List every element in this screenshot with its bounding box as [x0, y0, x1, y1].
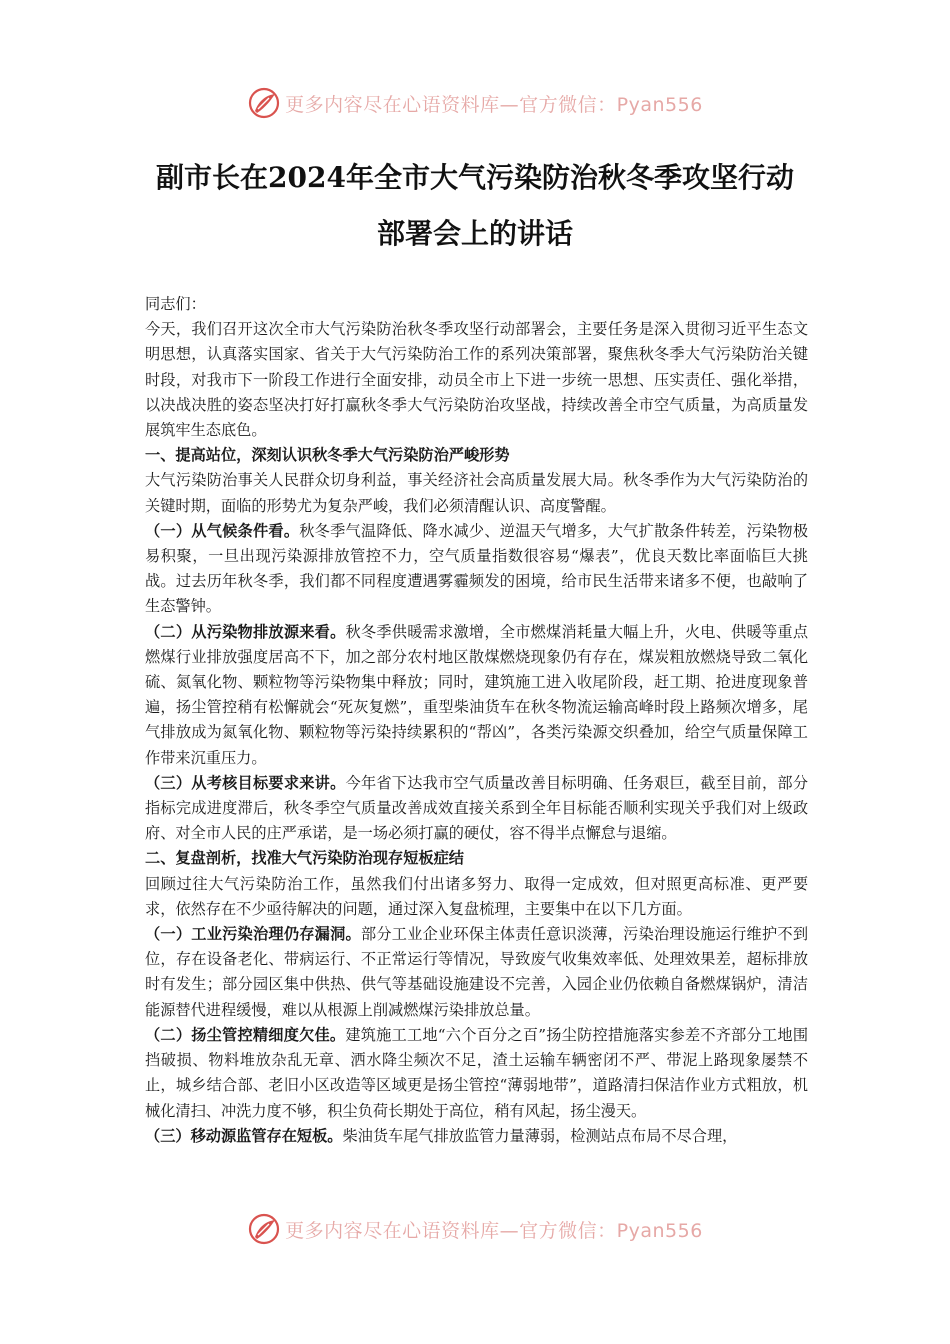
- section-2-item-2: [145, 1023, 808, 1124]
- item-lead: （二）从污染物排放源来看。: [145, 622, 346, 641]
- item-text: 秋冬季供暖需求激增，全市燃煤消耗量大幅上升，火电、供暖等重点燃煤行业排放强度居高不下，加之部分农村地区散煤燃烧现象仍有存在，煤炭粗放燃烧导致二氧化硫、氮氧化物、颗粒物等污染物集中释放；同时，建筑施工进入收尾阶段，赶工期、抢进度现象普遍，扬尘管控稍有松懈就会“死灰复燃”，重型柴油货车在秋冬物流运输高峰时段上路频次增多，尾气排放成为氮氧化物、颗粒物等污染持续累积的“帮凶”，各类污染源交织叠加，给空气质量保障工作带来沉重压力。: [145, 622, 809, 767]
- document-body: [145, 292, 808, 1149]
- salutation: 同志们：: [145, 295, 206, 313]
- watermark-banner-top: [0, 81, 950, 125]
- item-lead: （二）扬尘管控精细度欠佳。: [145, 1025, 346, 1044]
- item-text: 建筑施工工地“六个百分之百”扬尘防控措施落实参差不齐部分工地围挡破损、物料堆放杂乱无章、洒水降尘频次不足，渣土运输车辆密闭不严、带泥上路现象屡禁不止，城乡结合部、老旧小区改造等区域更是扬尘管控“薄弱地带”，道路清扫保洁作业方式粗放，机械化清扫、冲洗力度不够，积尘负荷长期处于高位，稍有风起，扬尘漫天。: [145, 1025, 809, 1120]
- item-lead: （三）从考核目标要求来讲。: [145, 773, 346, 792]
- item-text: 秋冬季气温降低、降水减少、逆温天气增多，大气扩散条件转差，污染物极易积聚，一旦出现污染源排放管控不力，空气质量指数很容易“爆表”，优良天数比率面临巨大挑战。过去历年秋冬季，我们都不同程度遭遇雾霾频发的困境，给市民生活带来诸多不便，也敲响了生态警钟。: [145, 521, 809, 616]
- item-text: 部分工业企业环保主体责任意识淡薄，污染治理设施运行维护不到位，存在设备老化、带病运行、不正常运行等情况，导致废气收集效率低、处理效果差，超标排放时有发生；部分园区集中供热、供气等基础设施建设不完善，入园企业仍依赖自备燃煤锅炉，清洁能源替代进程缓慢，难以从根源上削减燃煤污染排放总量。: [145, 925, 809, 1019]
- quill-logo-icon: [247, 1212, 281, 1246]
- title-line-1: 副市长在2024年全市大气污染防治秋冬季攻坚行动: [156, 161, 794, 194]
- section-1-heading: 一、提高站位，深刻认识秋冬季大气污染防治严峻形势: [145, 446, 510, 465]
- item-lead: （三）移动源监管存在短板。: [145, 1126, 343, 1145]
- section-2-heading: 二、复盘剖析，找准大气污染防治现存短板症结: [145, 849, 464, 868]
- section-2-item-1: [145, 922, 808, 1023]
- item-lead: （一）从气候条件看。: [145, 521, 300, 540]
- section-1-item-2: [145, 620, 808, 771]
- watermark-text: 更多内容尽在心语资料库—官方微信：Pyan556: [285, 1219, 703, 1242]
- section-1-intro: 大气污染防治事关人民群众切身利益，事关经济社会高质量发展大局。秋冬季作为大气污染防治的关键时期，面临的形势尤为复杂严峻，我们必须清醒认识、高度警醒。: [145, 471, 808, 515]
- section-1-item-1: [145, 519, 808, 620]
- quill-logo-icon: [247, 86, 281, 120]
- section-2-item-3: [145, 1124, 808, 1149]
- item-text: 柴油货车尾气排放监管力量薄弱，检测站点布局不尽合理，: [342, 1126, 738, 1145]
- section-1-item-3: [145, 771, 808, 847]
- watermark-text: 更多内容尽在心语资料库—官方微信：Pyan556: [285, 93, 703, 116]
- watermark-banner-bottom: [0, 1207, 950, 1251]
- section-2-intro: 回顾过往大气污染防治工作，虽然我们付出诸多努力、取得一定成效，但对照更高标准、更严要求，依然存在不少亟待解决的问题，通过深入复盘梳理，主要集中在以下几方面。: [145, 874, 808, 918]
- item-lead: （一）工业污染治理仍存漏洞。: [145, 925, 361, 944]
- item-text: 今年省下达我市空气质量改善目标明确、任务艰巨，截至目前，部分指标完成进度滞后，秋冬季空气质量改善成效直接关系到全年目标能否顺利实现关乎我们对上级政府、对全市人民的庄严承诺，是一场必须打赢的硬仗，容不得半点懈怠与退缩。: [145, 773, 809, 843]
- title-line-2: 部署会上的讲话: [376, 217, 573, 250]
- document-title: [100, 150, 850, 262]
- intro-paragraph: 今天，我们召开这次全市大气污染防治秋冬季攻坚行动部署会，主要任务是深入贯彻习近平生态文明思想，认真落实国家、省关于大气污染防治工作的系列决策部署，聚焦秋冬季大气污染防治关键时段，对我市下一阶段工作进行全面安排，动员全市上下进一步统一思想、压实责任、强化举措，以决战决胜的姿态坚决打好打赢秋冬季大气污染防治攻坚战，持续改善全市空气质量，为高质量发展筑牢生态底色。: [145, 320, 808, 440]
